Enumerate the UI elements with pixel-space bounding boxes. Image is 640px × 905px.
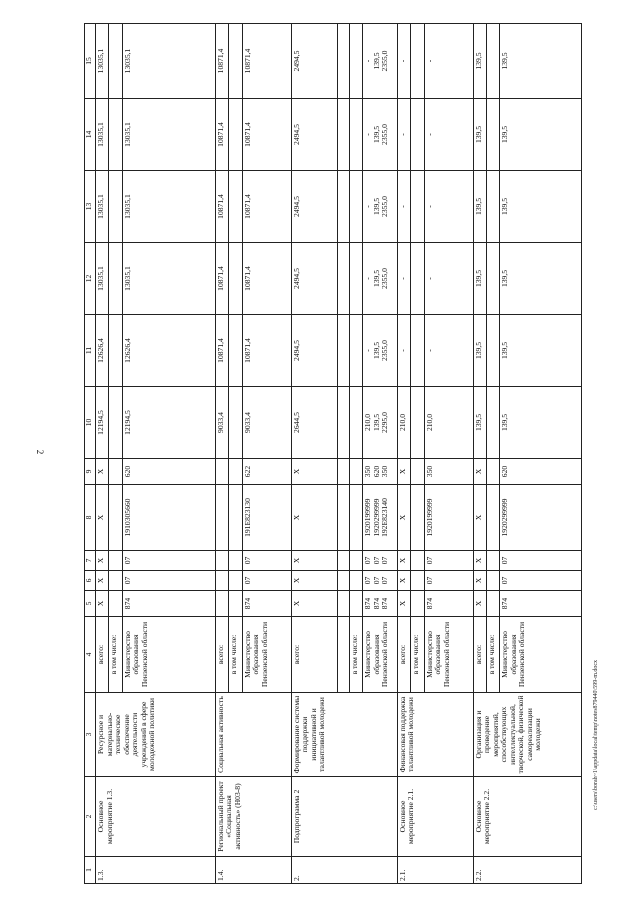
row-number-cell: 2.1.	[397, 857, 473, 884]
value-cell: 2494,5	[291, 171, 338, 243]
table-row	[473, 24, 486, 884]
value-cell: 10871,4	[215, 24, 228, 99]
value-cell: 1920199999	[424, 485, 473, 551]
value-cell: 13035,1	[96, 243, 109, 315]
value-cell: 191E823130	[242, 485, 291, 551]
value-cell: 874	[500, 591, 582, 617]
value-cell	[411, 591, 424, 617]
value-cell: 874	[242, 591, 291, 617]
value-cell: 139,5	[500, 243, 582, 315]
value-cell: X	[291, 591, 338, 617]
value-cell	[349, 591, 362, 617]
value-cell: 12194,5	[96, 387, 109, 459]
value-cell: 620	[500, 459, 582, 485]
program-name-cell: Основное мероприятие 2.2.	[473, 777, 581, 857]
value-cell: 13035,1	[96, 24, 109, 99]
value-cell	[349, 387, 362, 459]
value-cell	[338, 387, 350, 459]
value-cell: 874	[122, 591, 215, 617]
value-cell: X	[291, 459, 338, 485]
value-cell: 07	[242, 571, 291, 591]
value-cell	[411, 387, 424, 459]
value-cell	[229, 459, 242, 485]
value-cell: 622	[242, 459, 291, 485]
value-cell: - 139,5 2355,0	[363, 99, 398, 171]
row-label-cell: в том числе:	[486, 617, 499, 693]
value-cell: X	[96, 551, 109, 571]
column-header: 9	[85, 459, 96, 485]
value-cell	[338, 459, 350, 485]
value-cell: X	[291, 571, 338, 591]
value-cell	[109, 571, 122, 591]
value-cell	[338, 571, 350, 591]
value-cell	[411, 171, 424, 243]
program-name-cell: Основное мероприятие 2.1.	[397, 777, 473, 857]
value-cell: 10871,4	[242, 315, 291, 387]
value-cell: 10871,4	[242, 243, 291, 315]
value-cell: 9033,4	[242, 387, 291, 459]
value-cell: 139,5	[473, 315, 486, 387]
value-cell	[411, 551, 424, 571]
program-description-cell: Социальная активность	[215, 693, 291, 777]
value-cell: 12626,4	[122, 315, 215, 387]
value-cell: - 139,5 2355,0	[363, 315, 398, 387]
value-cell: 210,0	[397, 387, 410, 459]
value-cell: X	[473, 571, 486, 591]
table-row	[96, 24, 109, 884]
row-number-cell: 2.	[291, 857, 397, 884]
value-cell: 07	[424, 551, 473, 571]
value-cell	[411, 571, 424, 591]
value-cell: 07 07 07	[363, 571, 398, 591]
value-cell: 210,0 139,5 2295,0	[363, 387, 398, 459]
value-cell: 07	[122, 551, 215, 571]
value-cell: X	[291, 551, 338, 571]
value-cell: 10871,4	[215, 243, 228, 315]
value-cell	[229, 315, 242, 387]
column-header: 8	[85, 485, 96, 551]
value-cell	[486, 387, 499, 459]
value-cell	[109, 243, 122, 315]
value-cell: 13035,1	[122, 99, 215, 171]
value-cell	[229, 243, 242, 315]
row-label-cell: в том числе:	[349, 617, 362, 693]
value-cell: 139,5	[473, 99, 486, 171]
value-cell: 139,5	[500, 315, 582, 387]
value-cell	[215, 459, 228, 485]
column-header: 7	[85, 551, 96, 571]
row-label-cell: в том числе:	[109, 617, 122, 693]
row-label-cell: всего:	[397, 617, 410, 693]
value-cell	[338, 591, 350, 617]
value-cell	[486, 243, 499, 315]
value-cell	[411, 459, 424, 485]
value-cell	[338, 485, 350, 551]
row-label-cell	[338, 617, 350, 693]
value-cell: X	[96, 459, 109, 485]
value-cell: 2494,5	[291, 99, 338, 171]
column-header: 5	[85, 591, 96, 617]
value-cell	[109, 485, 122, 551]
value-cell: X	[473, 459, 486, 485]
value-cell	[215, 591, 228, 617]
page-number: 2	[35, 449, 45, 455]
value-cell	[338, 551, 350, 571]
column-header: 12	[85, 243, 96, 315]
value-cell	[229, 551, 242, 571]
row-label-cell: всего:	[473, 617, 486, 693]
value-cell	[338, 99, 350, 171]
value-cell: 139,5	[473, 171, 486, 243]
column-header: 13	[85, 171, 96, 243]
value-cell	[229, 387, 242, 459]
value-cell: 10871,4	[242, 171, 291, 243]
value-cell	[109, 387, 122, 459]
value-cell	[411, 315, 424, 387]
column-header: 10	[85, 387, 96, 459]
column-header-row	[85, 24, 96, 884]
value-cell	[486, 551, 499, 571]
value-cell: 07	[500, 571, 582, 591]
table-row	[215, 24, 228, 884]
row-label-cell: Министерство образования Пензенской области	[242, 617, 291, 693]
value-cell: 10871,4	[215, 171, 228, 243]
program-name-cell: Региональный проект «Социальная активность» (Н03-8)	[215, 777, 291, 857]
program-description-cell: Ресурсное и материально-техническое обеспечение деятельности учреждений в сфере молодежной политики	[96, 693, 216, 777]
value-cell: 874 874 874	[363, 591, 398, 617]
value-cell: 10871,4	[242, 99, 291, 171]
value-cell: 210,0	[424, 387, 473, 459]
value-cell: -	[397, 99, 410, 171]
value-cell	[349, 24, 362, 99]
value-cell: 07	[242, 551, 291, 571]
budget-table	[84, 23, 582, 884]
value-cell	[486, 99, 499, 171]
value-cell: X	[96, 485, 109, 551]
value-cell	[486, 24, 499, 99]
value-cell	[215, 571, 228, 591]
value-cell: -	[424, 171, 473, 243]
value-cell	[486, 171, 499, 243]
value-cell	[109, 551, 122, 571]
value-cell	[229, 591, 242, 617]
value-cell: 9033,4	[215, 387, 228, 459]
value-cell: 139,5	[500, 387, 582, 459]
value-cell	[229, 24, 242, 99]
value-cell: 07	[122, 571, 215, 591]
row-label-cell: Министерство образования Пензенской области	[424, 617, 473, 693]
value-cell	[411, 485, 424, 551]
value-cell	[486, 459, 499, 485]
value-cell	[109, 315, 122, 387]
value-cell	[109, 171, 122, 243]
value-cell	[229, 571, 242, 591]
value-cell: X	[397, 591, 410, 617]
value-cell: X	[397, 571, 410, 591]
value-cell	[486, 591, 499, 617]
row-label-cell: в том числе:	[411, 617, 424, 693]
column-header: 4	[85, 617, 96, 693]
program-description-cell: Формирование системы поддержки инициативной и талантливой молодежи	[291, 693, 397, 777]
value-cell	[215, 485, 228, 551]
value-cell: X	[473, 485, 486, 551]
value-cell: 07 07 07	[363, 551, 398, 571]
value-cell: - 139,5 2355,0	[363, 24, 398, 99]
value-cell: 874	[424, 591, 473, 617]
value-cell: X	[397, 459, 410, 485]
value-cell	[229, 99, 242, 171]
row-number-cell: 1.3.	[96, 857, 216, 884]
value-cell	[349, 485, 362, 551]
column-header: 14	[85, 99, 96, 171]
value-cell	[411, 99, 424, 171]
value-cell	[349, 459, 362, 485]
value-cell	[486, 571, 499, 591]
value-cell: 10871,4	[215, 99, 228, 171]
value-cell: -	[424, 315, 473, 387]
row-label-cell: всего:	[96, 617, 109, 693]
program-description-cell: Организация и проведение мероприятий, способствующих интеллектуальной, творческой, физической самореализации молодежи	[473, 693, 581, 777]
value-cell: -	[424, 24, 473, 99]
column-header: 2	[85, 777, 96, 857]
value-cell: 13035,1	[122, 243, 215, 315]
row-label-cell: Министерство образования Пензенской области	[500, 617, 582, 693]
value-cell: 2494,5	[291, 243, 338, 315]
value-cell: X	[473, 591, 486, 617]
column-header: 1	[85, 857, 96, 884]
file-path-footer: c:\users\borah~1\appdata\local\temp\notes879440\599-m.docx	[593, 659, 599, 811]
value-cell: X	[473, 551, 486, 571]
row-label-cell: Министерство образования Пензенской области	[122, 617, 215, 693]
value-cell: 12626,4	[96, 315, 109, 387]
value-cell	[229, 171, 242, 243]
value-cell: 139,5	[473, 243, 486, 315]
value-cell: 1920199999 1920299999 192E823140	[363, 485, 398, 551]
value-cell	[229, 485, 242, 551]
column-header: 6	[85, 571, 96, 591]
value-cell: 350 620 350	[363, 459, 398, 485]
row-number-cell: 2.2.	[473, 857, 581, 884]
column-header: 3	[85, 693, 96, 777]
value-cell	[349, 171, 362, 243]
value-cell: 350	[424, 459, 473, 485]
value-cell: 139,5	[473, 24, 486, 99]
value-cell: -	[397, 315, 410, 387]
value-cell	[349, 551, 362, 571]
program-name-cell: Подпрограмма 2	[291, 777, 397, 857]
row-number-cell: 1.4.	[215, 857, 291, 884]
value-cell: 139,5	[500, 24, 582, 99]
value-cell: -	[424, 99, 473, 171]
value-cell: -	[397, 24, 410, 99]
value-cell	[486, 315, 499, 387]
value-cell: - 139,5 2355,0	[363, 243, 398, 315]
value-cell	[215, 551, 228, 571]
value-cell: 1920299999	[500, 485, 582, 551]
row-label-cell: Министерство образования Пензенской области	[363, 617, 398, 693]
column-header: 15	[85, 24, 96, 99]
value-cell: 10871,4	[215, 315, 228, 387]
value-cell: 2494,5	[291, 24, 338, 99]
value-cell: 13035,1	[122, 24, 215, 99]
value-cell: 13035,1	[122, 171, 215, 243]
value-cell	[349, 571, 362, 591]
value-cell: -	[397, 243, 410, 315]
value-cell: 620	[122, 459, 215, 485]
value-cell: 07	[500, 551, 582, 571]
value-cell	[109, 24, 122, 99]
value-cell	[338, 24, 350, 99]
column-header: 11	[85, 315, 96, 387]
value-cell: 139,5	[500, 171, 582, 243]
value-cell	[411, 243, 424, 315]
value-cell: -	[424, 243, 473, 315]
value-cell: 07	[424, 571, 473, 591]
value-cell: 10871,4	[242, 24, 291, 99]
value-cell: 2644,5	[291, 387, 338, 459]
value-cell: 139,5	[473, 387, 486, 459]
rotated-table-container	[84, 24, 582, 884]
value-cell: - 139,5 2355,0	[363, 171, 398, 243]
row-label-cell: всего:	[291, 617, 338, 693]
value-cell	[338, 171, 350, 243]
value-cell	[338, 315, 350, 387]
value-cell: 1910305660	[122, 485, 215, 551]
value-cell	[411, 24, 424, 99]
value-cell	[486, 485, 499, 551]
value-cell: 13035,1	[96, 171, 109, 243]
value-cell	[349, 243, 362, 315]
value-cell: X	[96, 591, 109, 617]
row-label-cell: в том числе:	[229, 617, 242, 693]
value-cell: 2494,5	[291, 315, 338, 387]
value-cell: 13035,1	[96, 99, 109, 171]
value-cell: 139,5	[500, 99, 582, 171]
value-cell: X	[397, 485, 410, 551]
table-row	[291, 24, 338, 884]
table-row	[397, 24, 410, 884]
value-cell: X	[96, 571, 109, 591]
value-cell: 12194,5	[122, 387, 215, 459]
value-cell: X	[397, 551, 410, 571]
value-cell	[109, 99, 122, 171]
value-cell: -	[397, 171, 410, 243]
value-cell	[109, 459, 122, 485]
value-cell: X	[291, 485, 338, 551]
value-cell	[338, 243, 350, 315]
row-label-cell: всего:	[215, 617, 228, 693]
value-cell	[349, 99, 362, 171]
program-name-cell: Основное мероприятие 1.3.	[96, 777, 216, 857]
program-description-cell: Финансовая поддержка талантливой молодежи	[397, 693, 473, 777]
value-cell	[349, 315, 362, 387]
value-cell	[109, 591, 122, 617]
